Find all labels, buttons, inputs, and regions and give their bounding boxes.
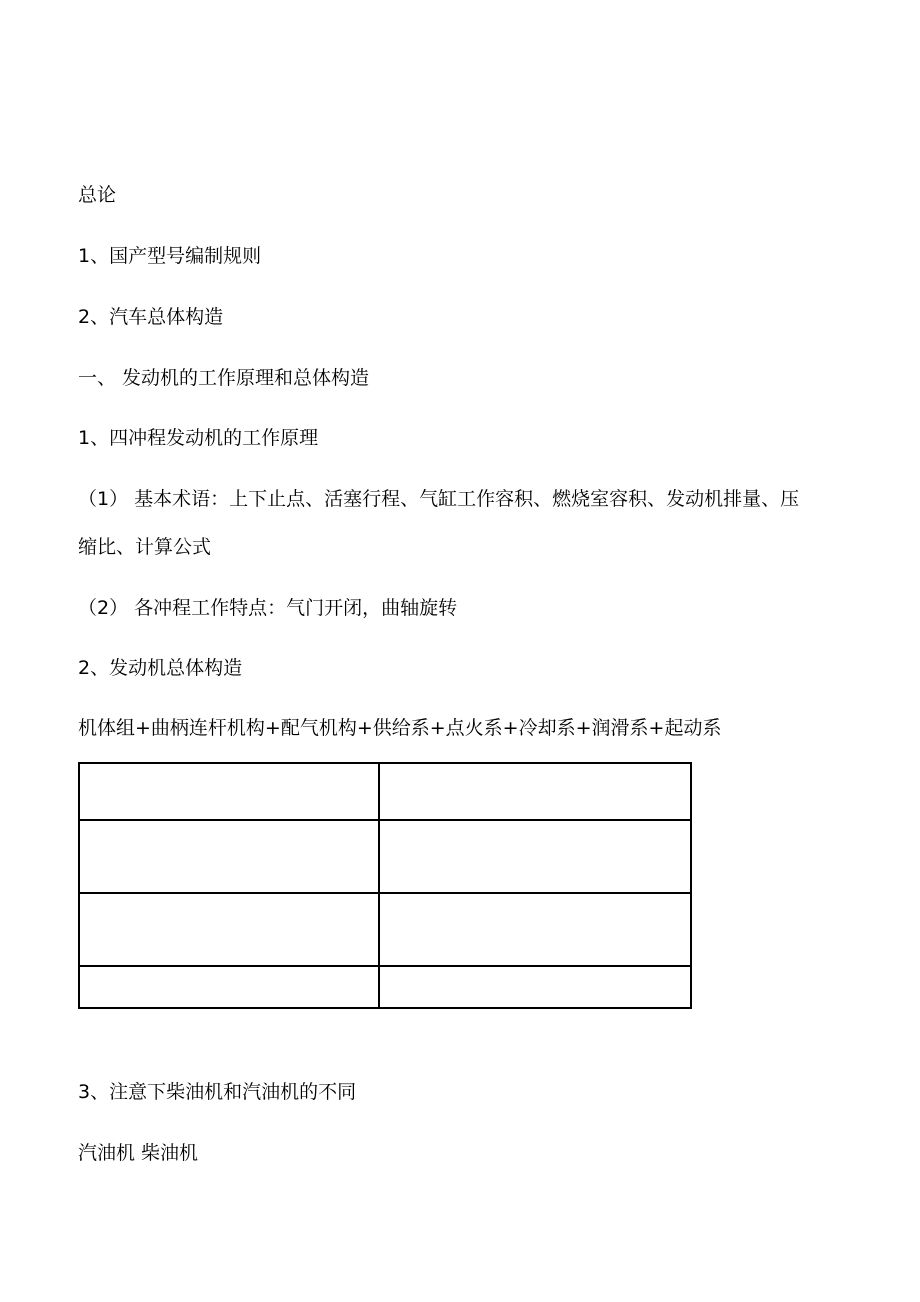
empty-table	[78, 762, 692, 1009]
table-cell	[379, 966, 691, 1008]
paragraph-stroke-features: （2） 各冲程工作特点：气门开闭，曲轴旋转	[78, 597, 458, 619]
table-cell	[79, 763, 379, 820]
paragraph-basic-terms-line-2: 缩比、计算公式	[78, 536, 212, 558]
subheading-diesel-vs-gasoline: 3、注意下柴油机和汽油机的不同	[78, 1081, 357, 1103]
table-row	[79, 893, 691, 966]
subheading-four-stroke: 1、四冲程发动机的工作原理	[78, 427, 319, 449]
table-cell	[79, 966, 379, 1008]
table-cell	[79, 893, 379, 966]
list-item-vehicle-structure: 2、汽车总体构造	[78, 306, 224, 328]
paragraph-basic-terms	[78, 487, 848, 559]
table-cell	[379, 763, 691, 820]
engine-composition-text: 机体组+曲柄连杆机构+配气机构+供给系+点火系+冷却系+润滑系+起动系	[78, 717, 722, 739]
subheading-engine-structure: 2、发动机总体构造	[78, 657, 243, 679]
comparison-labels: 汽油机 柴油机	[78, 1142, 199, 1164]
list-item-model-rules: 1、国产型号编制规则	[78, 245, 262, 267]
document-heading: 总论	[78, 184, 117, 206]
section-title-engine: 一、 发动机的工作原理和总体构造	[78, 367, 370, 389]
table-cell	[379, 820, 691, 893]
table-cell	[79, 820, 379, 893]
table-row	[79, 966, 691, 1008]
table-cell	[379, 893, 691, 966]
table-row	[79, 820, 691, 893]
paragraph-basic-terms-line-1: （1） 基本术语：上下止点、活塞行程、气缸工作容积、燃烧室容积、发动机排量、压	[78, 488, 800, 510]
table-row	[79, 763, 691, 820]
